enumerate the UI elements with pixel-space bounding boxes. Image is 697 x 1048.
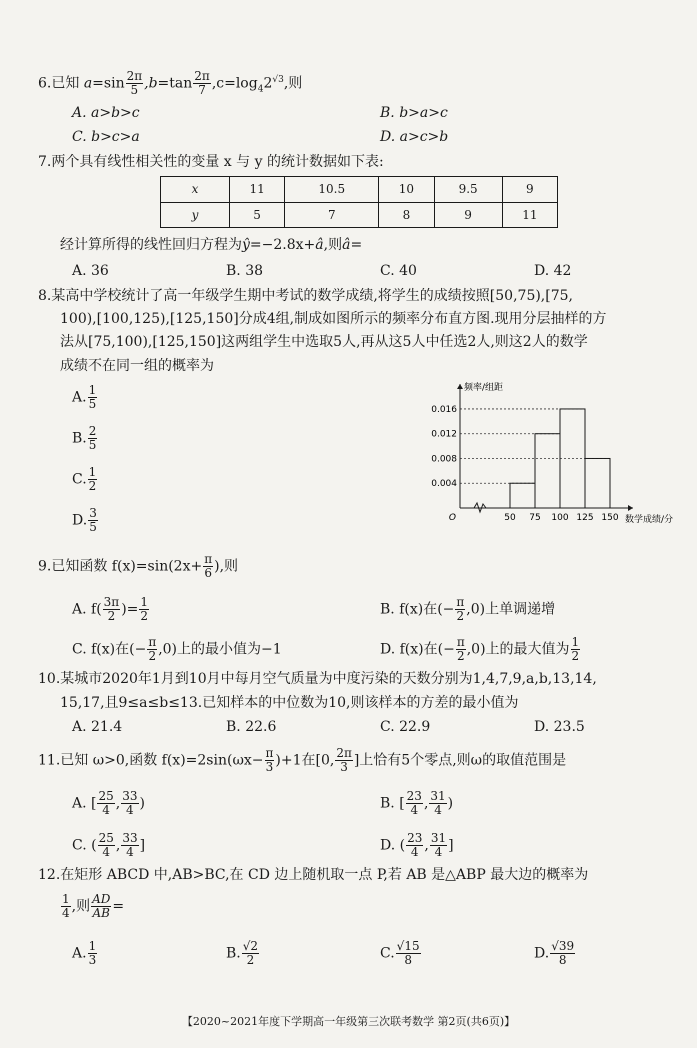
q8-d-den: 5 bbox=[89, 520, 97, 534]
q9-d-num2: 1 bbox=[571, 635, 580, 649]
q8-option-d[interactable] bbox=[72, 507, 99, 534]
q6-a-num: 2π bbox=[126, 69, 143, 83]
q9-stem-frac bbox=[203, 553, 213, 580]
q11-stem bbox=[38, 747, 566, 774]
hist-y-tick-label: 0.004 bbox=[431, 479, 457, 490]
q11-a-label: A. [ bbox=[72, 795, 97, 812]
q8-c-label: C. bbox=[72, 471, 87, 488]
q11-num2: 2π bbox=[336, 746, 352, 760]
q7-stem: 7.两个具有线性相关性的变量 x 与 y 的统计数据如下表: bbox=[38, 154, 384, 170]
q8-stem-line1: 8.某高中学校统计了高一年级学生期中考试的数学成绩,将学生的成绩按照[50,75),[75, bbox=[38, 288, 573, 304]
q9-d-post: ,0)上的最大值为 bbox=[466, 641, 570, 658]
q11-a-n2: 33 bbox=[122, 789, 138, 803]
q12-option-a[interactable] bbox=[72, 940, 98, 967]
q11-a-d2: 4 bbox=[121, 803, 138, 817]
q6-c-base: 4 bbox=[257, 84, 264, 95]
q12-option-c[interactable] bbox=[380, 940, 422, 967]
q7-regression-line bbox=[60, 236, 362, 254]
hist-bar bbox=[535, 434, 560, 508]
q8-option-b[interactable] bbox=[72, 425, 98, 452]
q9-a-den: 2 bbox=[103, 609, 121, 623]
q8-a-num: 1 bbox=[88, 383, 97, 397]
q11-d-d2: 4 bbox=[430, 845, 447, 859]
q7-x-cell: 10.5 bbox=[285, 177, 379, 203]
q11-a-n1: 25 bbox=[98, 789, 114, 803]
q12-b-frac bbox=[242, 940, 259, 967]
q8-stem-line4: 成绩不在同一组的概率为 bbox=[60, 358, 214, 374]
q12-b-label: B. bbox=[226, 945, 241, 962]
q12-prob-num: 1 bbox=[62, 892, 70, 906]
q9-c-frac bbox=[147, 636, 157, 663]
q9-b-den: 2 bbox=[456, 609, 465, 623]
q11-b-end: ) bbox=[447, 795, 454, 812]
q7-option-b[interactable]: B. 38 bbox=[226, 263, 264, 279]
q12-a-num: 1 bbox=[88, 939, 97, 953]
q11-d-n1: 23 bbox=[407, 831, 423, 845]
q11-option-a[interactable] bbox=[72, 790, 145, 817]
q9-d-pre: D. f(x)在(− bbox=[380, 641, 455, 658]
q9-b-post: ,0)上单调递增 bbox=[466, 601, 556, 618]
q11-a-frac2 bbox=[121, 790, 138, 817]
q12-option-b[interactable] bbox=[226, 940, 260, 967]
q11-b-frac1 bbox=[406, 790, 423, 817]
q6-sin: =sin bbox=[92, 75, 125, 92]
q9-a-frac bbox=[103, 596, 121, 623]
q9-d-frac bbox=[456, 636, 466, 663]
q7-line2-post: = bbox=[350, 237, 363, 253]
q8-c-frac bbox=[88, 466, 98, 493]
q11-option-c[interactable] bbox=[72, 832, 145, 859]
q8-d-frac bbox=[88, 507, 98, 534]
q7-line2-pre: 经计算所得的线性回归方程为 bbox=[60, 237, 242, 253]
q8-a-frac bbox=[88, 384, 98, 411]
q8-b-num: 2 bbox=[88, 424, 97, 438]
q6-option-c[interactable]: C. b>c>a bbox=[72, 129, 140, 145]
q9-b-pre: B. f(x)在(− bbox=[380, 601, 455, 618]
q9-c-num: π bbox=[148, 635, 157, 649]
q11-b-n1: 23 bbox=[406, 789, 422, 803]
q7-equation: =−2.8x+ bbox=[249, 237, 316, 253]
hist-x-tick-label: 125 bbox=[576, 513, 594, 523]
q11-d-frac1 bbox=[406, 832, 423, 859]
q12-option-d[interactable] bbox=[534, 940, 576, 967]
q12-d-frac bbox=[550, 940, 575, 967]
hist-y-tick-label: 0.008 bbox=[431, 454, 457, 465]
q7-y-label: y bbox=[161, 202, 230, 228]
q7-y-cell: 7 bbox=[285, 202, 379, 228]
q6-stem-pre: 已知 bbox=[51, 75, 80, 92]
q11-b-sep: , bbox=[423, 795, 429, 812]
q11-d-end: ] bbox=[448, 837, 454, 854]
q7-option-d[interactable]: D. 42 bbox=[534, 263, 572, 279]
q11-d-d1: 4 bbox=[406, 845, 423, 859]
q12-d-label: D. bbox=[534, 945, 550, 962]
q7-data-table bbox=[160, 176, 558, 228]
q12-a-frac bbox=[88, 940, 98, 967]
q9-d-frac2 bbox=[571, 636, 581, 663]
q8-option-c[interactable] bbox=[72, 466, 98, 493]
q12-d-num: √39 bbox=[551, 939, 575, 953]
q11-option-b[interactable] bbox=[380, 790, 453, 817]
q11-a-frac1 bbox=[97, 790, 114, 817]
q11-c-sep: , bbox=[115, 837, 121, 854]
hist-x-tick-label: 75 bbox=[529, 513, 541, 523]
q12-ratio-num: AD bbox=[92, 892, 111, 906]
q12-d-den: 8 bbox=[550, 953, 575, 967]
q11-d-label: D. ( bbox=[380, 837, 406, 854]
q10-option-a[interactable]: A. 21.4 bbox=[72, 719, 123, 735]
q6-c-expr: ,c=log bbox=[211, 75, 258, 92]
q9-d-den: 2 bbox=[456, 649, 465, 663]
q8-a-label: A. bbox=[72, 389, 87, 406]
q12-c-label: C. bbox=[380, 945, 395, 962]
hist-y-arrow bbox=[457, 384, 463, 389]
q11-c-end: ] bbox=[139, 837, 146, 854]
q9-a-mid: )= bbox=[121, 601, 139, 618]
q9-b-frac bbox=[455, 596, 465, 623]
q12-stem-line2 bbox=[60, 893, 124, 920]
q7-line2-mid: ,则 bbox=[323, 237, 343, 253]
q8-c-num: 1 bbox=[88, 465, 97, 479]
q7-y-cell: 11 bbox=[502, 202, 557, 228]
q9-c-post: ,0)上的最小值为−1 bbox=[158, 641, 282, 658]
q11-b-frac2 bbox=[429, 790, 446, 817]
q11-a-d1: 4 bbox=[97, 803, 114, 817]
q7-y-hat: ŷ bbox=[242, 237, 250, 253]
hist-y-tick-label: 0.012 bbox=[431, 429, 457, 440]
q11-c-label: C. ( bbox=[72, 837, 97, 854]
hist-x-tick-label: 50 bbox=[504, 513, 516, 523]
q7-y-cell: 5 bbox=[230, 202, 285, 228]
q6-b-num: 2π bbox=[194, 69, 210, 83]
q11-stem-post: ]上恰有5个零点,则ω的取值范围是 bbox=[353, 752, 567, 769]
q9-b-num: π bbox=[456, 595, 465, 609]
q10-option-d[interactable]: D. 23.5 bbox=[534, 719, 585, 735]
q9-option-a[interactable] bbox=[72, 596, 150, 623]
q11-num1: π bbox=[265, 746, 274, 760]
q7-option-a[interactable]: A. 36 bbox=[72, 263, 109, 279]
q6-option-a[interactable]: A. a>b>c bbox=[72, 105, 140, 121]
q7-option-c[interactable]: C. 40 bbox=[380, 263, 417, 279]
q11-c-d1: 4 bbox=[98, 845, 115, 859]
q11-d-frac2 bbox=[430, 832, 447, 859]
q7-y-cell: 8 bbox=[379, 202, 434, 228]
q9-option-d[interactable] bbox=[380, 636, 581, 663]
q12-b-den: 2 bbox=[242, 953, 259, 967]
q11-d-sep: , bbox=[424, 837, 429, 854]
q12-stem-line1: 12.在矩形 ABCD 中,AB>BC,在 CD 边上随机取一点 P,若 AB 是△ABP 最大边的概率为 bbox=[38, 867, 589, 883]
q11-den1: 3 bbox=[265, 760, 274, 774]
q11-b-label: B. [ bbox=[380, 795, 405, 812]
q10-option-c[interactable]: C. 22.9 bbox=[380, 719, 431, 735]
q11-a-end: ) bbox=[139, 795, 145, 812]
q12-b-num: √2 bbox=[242, 939, 259, 953]
q11-stem-pre: 11.已知 ω>0,函数 f(x)=2sin(ωx− bbox=[38, 752, 264, 769]
q12-prob-den: 4 bbox=[62, 906, 70, 920]
q6-c-arg: 2 bbox=[263, 75, 273, 92]
q6-c-exp: √3 bbox=[272, 74, 284, 85]
q12-c-num: √15 bbox=[396, 939, 420, 953]
q8-b-den: 5 bbox=[88, 438, 97, 452]
q9-c-pre: C. f(x)在(− bbox=[72, 641, 147, 658]
q7-x-cell: 11 bbox=[230, 177, 285, 203]
q7-x-label: x bbox=[161, 177, 230, 203]
q9-d-den2: 2 bbox=[571, 649, 580, 663]
hist-bar bbox=[585, 458, 610, 508]
q11-den2: 3 bbox=[335, 760, 353, 774]
hist-bar bbox=[510, 483, 535, 508]
q12-a-den: 3 bbox=[88, 953, 97, 967]
q6-a-var: a bbox=[83, 75, 93, 92]
q10-stem-line2: 15,17,且9≤a≤b≤13.已知样本的中位数为10,则该样本的方差的最小值为 bbox=[60, 695, 519, 711]
q8-a-den: 5 bbox=[88, 397, 97, 411]
q9-stem-num: π bbox=[204, 552, 213, 566]
q11-c-d2: 4 bbox=[121, 845, 138, 859]
q9-a-pre: A. f( bbox=[72, 601, 102, 618]
q6-option-d[interactable]: D. a>c>b bbox=[380, 129, 449, 145]
q7-x-cell: 10 bbox=[379, 177, 434, 203]
q6-a-frac bbox=[126, 70, 144, 97]
q8-d-label: D. bbox=[72, 512, 88, 529]
q11-option-d[interactable] bbox=[380, 832, 454, 859]
q7-x-cell: 9.5 bbox=[434, 177, 502, 203]
q9-stem bbox=[38, 553, 238, 580]
page-footer: 【2020~2021年度下学期高一年级第三次联考数学 第2页(共6页)】 bbox=[181, 1015, 516, 1028]
q6-stem-post: ,则 bbox=[283, 75, 303, 92]
q11-c-n1: 25 bbox=[98, 831, 114, 845]
q12-ratio-den: AB bbox=[92, 906, 110, 920]
q8-option-a[interactable] bbox=[72, 384, 98, 411]
q6-b-den: 7 bbox=[193, 83, 211, 97]
q11-frac2 bbox=[335, 747, 353, 774]
hist-x-tick-label: 150 bbox=[601, 513, 619, 523]
q7-row-y bbox=[161, 202, 558, 228]
q6-b-frac bbox=[193, 70, 211, 97]
q12-c-frac bbox=[396, 940, 421, 967]
q6-number: 6. bbox=[38, 75, 52, 92]
q11-d-n2: 31 bbox=[430, 831, 447, 845]
q11-c-n2: 33 bbox=[122, 831, 138, 845]
q9-option-c[interactable] bbox=[72, 636, 282, 663]
hist-x-axis-label: 数学成绩/分 bbox=[624, 515, 673, 525]
q8-d-num: 3 bbox=[89, 506, 97, 520]
q11-frac1 bbox=[265, 747, 275, 774]
q11-a-sep: , bbox=[115, 795, 121, 812]
q9-a-num2: 1 bbox=[140, 595, 149, 609]
q9-a-den2: 2 bbox=[140, 609, 149, 623]
q9-a-num: 3π bbox=[103, 595, 120, 609]
q12-c-den: 8 bbox=[396, 953, 421, 967]
q7-a-hat: â bbox=[315, 237, 324, 253]
q9-stem-den: 6 bbox=[204, 566, 212, 580]
hist-y-tick-label: 0.016 bbox=[431, 404, 457, 415]
q11-c-frac2 bbox=[121, 832, 138, 859]
q12-a-label: A. bbox=[72, 945, 87, 962]
q10-stem-line1: 10.某城市2020年1月到10月中每月空气质量为中度污染的天数分别为1,4,7,9,a,b,13,14, bbox=[38, 671, 597, 687]
q10-option-b[interactable]: B. 22.6 bbox=[226, 719, 277, 735]
q8-c-den: 2 bbox=[88, 479, 97, 493]
q6-tan: =tan bbox=[157, 75, 193, 92]
q11-b-n2: 31 bbox=[430, 789, 446, 803]
q9-a-frac2 bbox=[139, 596, 149, 623]
hist-x-tick-label: 100 bbox=[551, 513, 569, 523]
q7-x-cell: 9 bbox=[502, 177, 557, 203]
q9-d-num: π bbox=[456, 635, 465, 649]
q8-b-label: B. bbox=[72, 430, 87, 447]
hist-origin-label: O bbox=[448, 513, 456, 523]
q6-option-b[interactable]: B. b>a>c bbox=[380, 105, 448, 121]
q6-b-var: ,b bbox=[144, 75, 158, 92]
q9-stem-pre: 9.已知函数 f(x)=sin(2x+ bbox=[38, 558, 203, 575]
q6-a-den: 5 bbox=[126, 83, 144, 97]
hist-x-arrow bbox=[628, 505, 633, 511]
q8-b-frac bbox=[88, 425, 98, 452]
q8-stem-line2: 100),[100,125),[125,150]分成4组,制成如图所示的频率分布直方图.现用分层抽样的方 bbox=[60, 311, 607, 327]
q12-ratio-frac bbox=[91, 893, 111, 920]
q7-a-hat-2: â bbox=[342, 237, 351, 253]
q11-c-frac1 bbox=[98, 832, 115, 859]
q11-b-d2: 4 bbox=[429, 803, 446, 817]
q7-row-x bbox=[161, 177, 558, 203]
q8-stem-line3: 法从[75,100),[125,150]这两组学生中选取5人,再从这5人中任选2人,则这2人的数学 bbox=[60, 334, 588, 350]
q11-b-d1: 4 bbox=[406, 803, 423, 817]
q12-prob-frac bbox=[61, 893, 71, 920]
q9-option-b[interactable] bbox=[380, 596, 555, 623]
q12-line2-mid: ,则 bbox=[71, 898, 91, 915]
q12-line2-post: = bbox=[112, 898, 125, 915]
q9-c-den: 2 bbox=[148, 649, 157, 663]
q8-histogram bbox=[428, 378, 678, 528]
q9-stem-post: ),则 bbox=[214, 558, 239, 575]
q11-stem-mid: )+1在[0, bbox=[275, 752, 335, 769]
hist-y-axis-label: 频率/组距 bbox=[464, 383, 504, 393]
q6-stem bbox=[38, 70, 302, 98]
q7-y-cell: 9 bbox=[434, 202, 502, 228]
